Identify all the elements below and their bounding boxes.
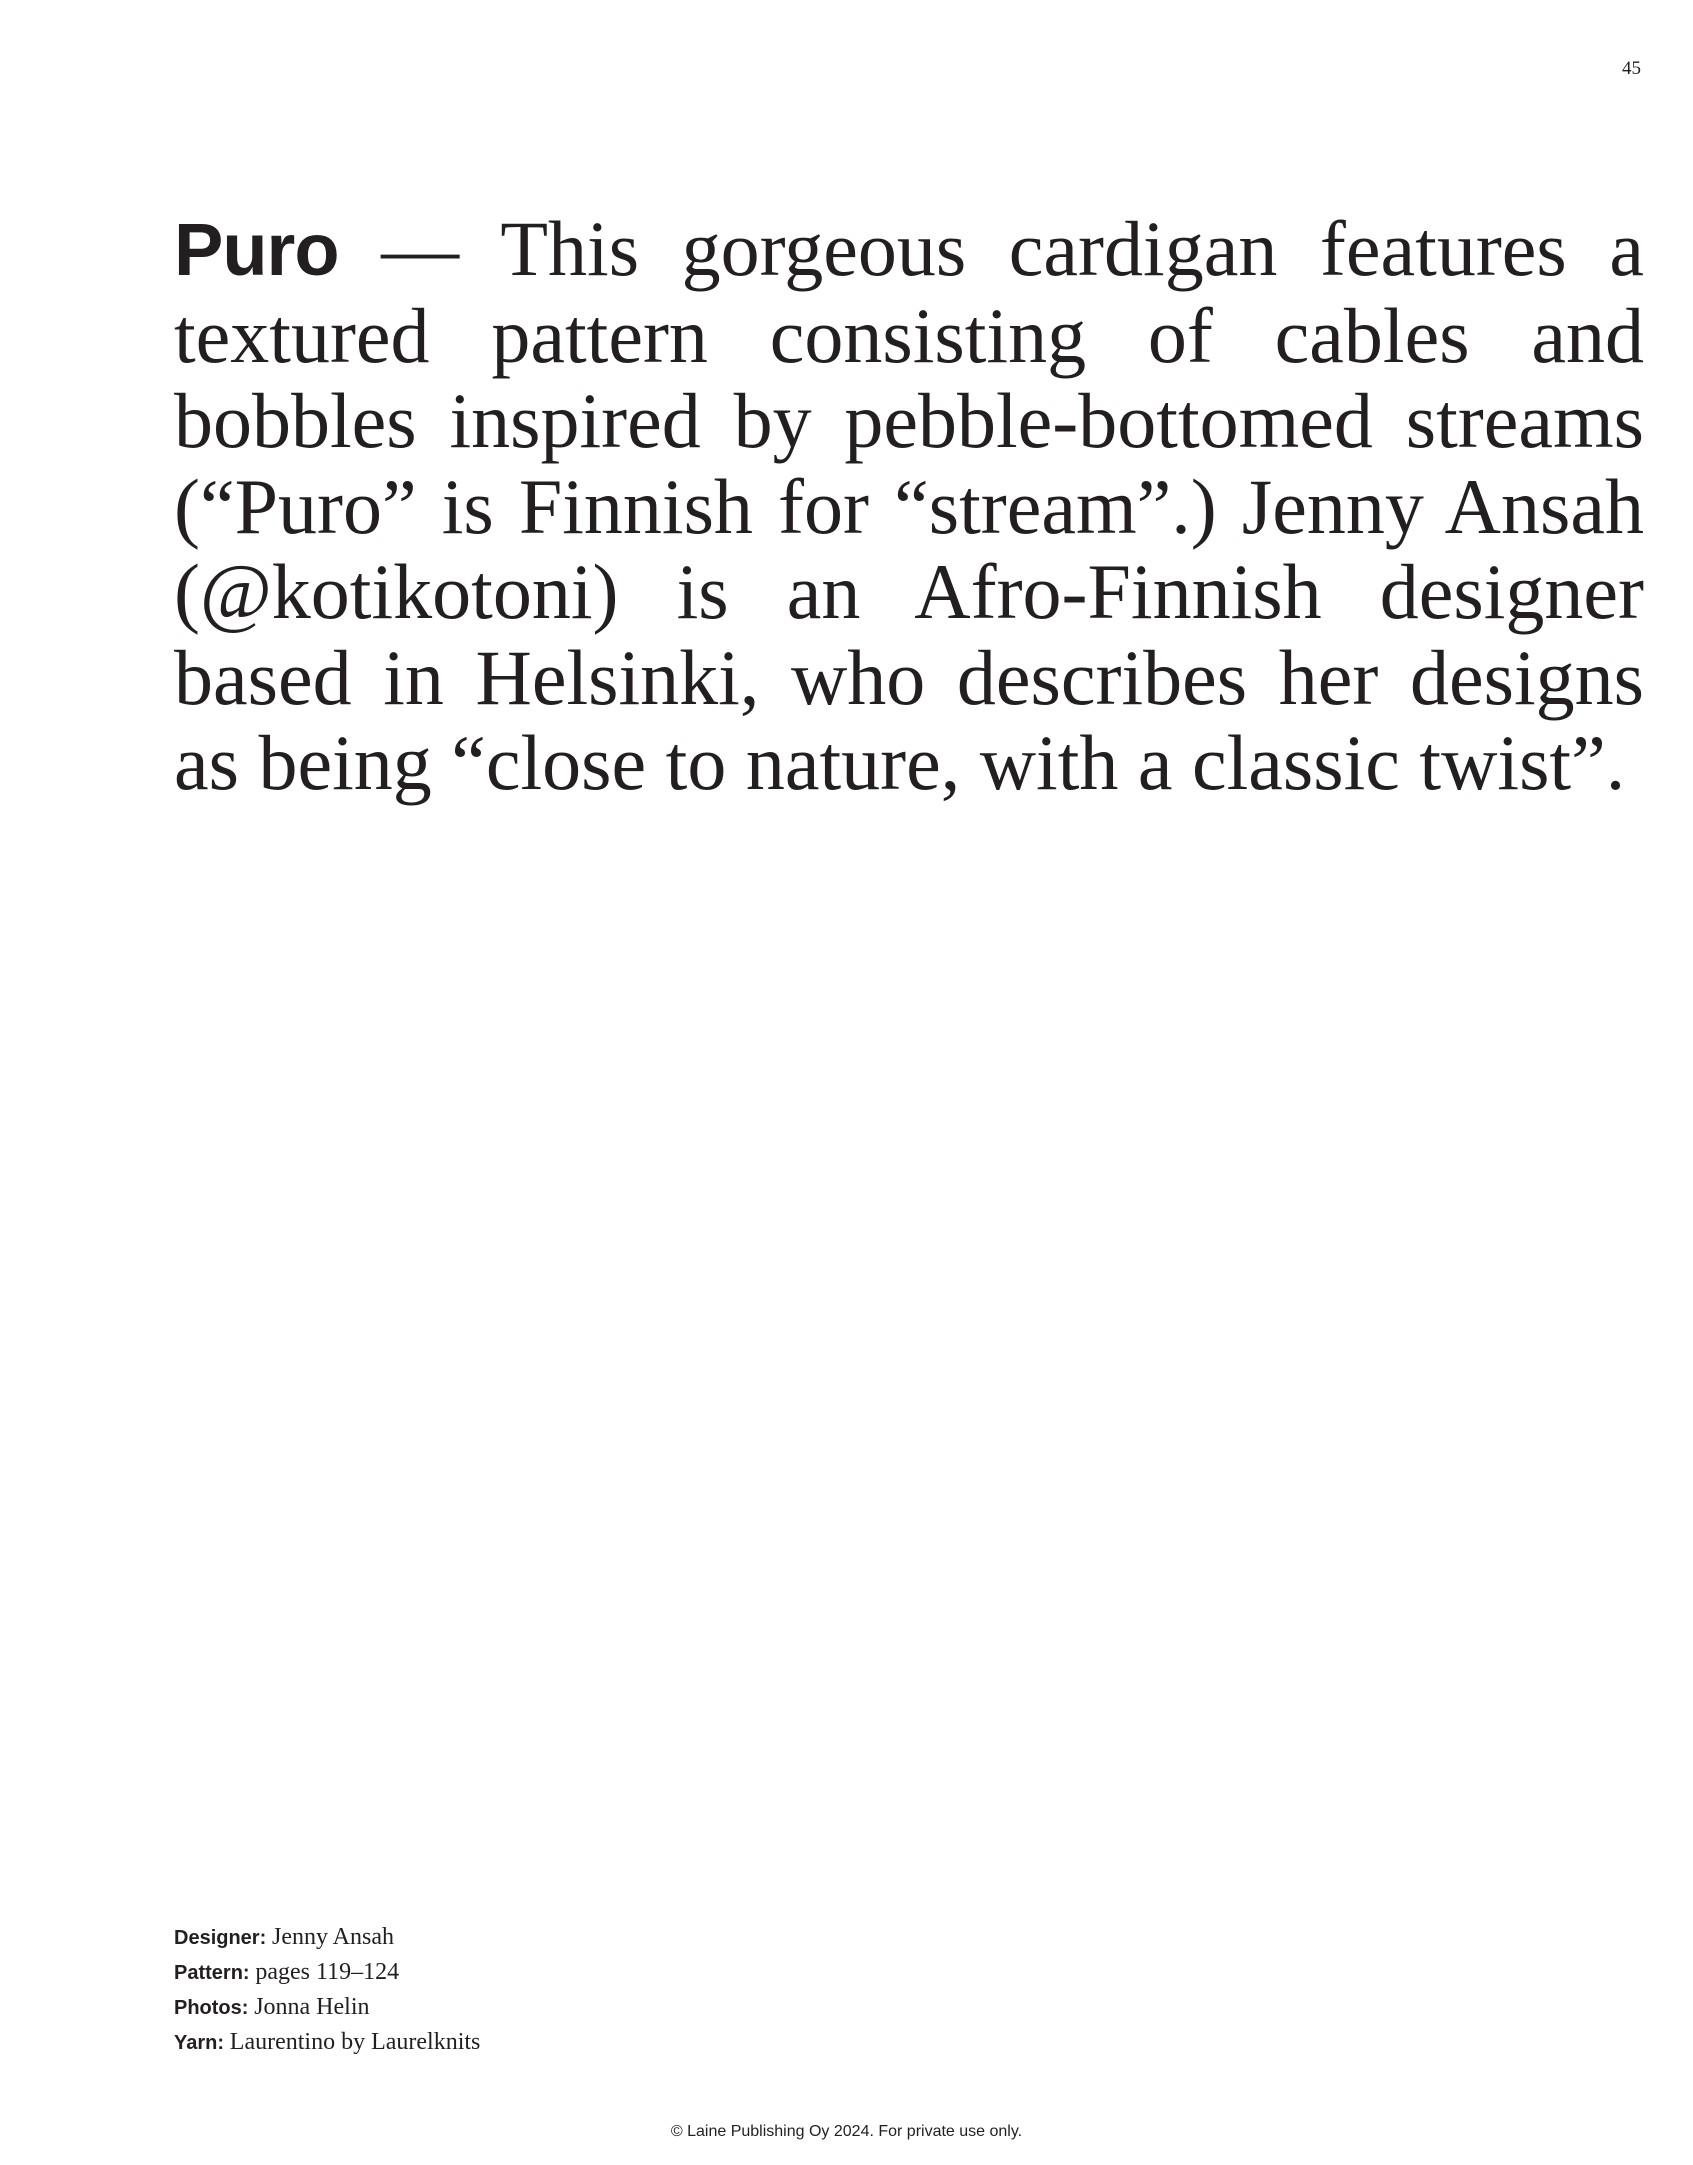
credit-value: Jonna Helin — [254, 1994, 370, 2020]
copyright-footer: © Laine Publishing Oy 2024. For private use only. — [670, 2123, 1023, 2140]
credit-pattern — [174, 1955, 480, 1990]
intro-paragraph — [174, 206, 1644, 806]
credit-label: Photos: — [174, 1997, 249, 2019]
pattern-title: Puro — [174, 208, 339, 291]
credit-designer — [174, 1920, 480, 1955]
credit-value: pages 119–124 — [255, 1959, 400, 1985]
credit-label: Pattern: — [174, 1962, 250, 1984]
credit-value: Jenny Ansah — [272, 1924, 394, 1950]
intro-body: — This gorgeous cardigan features a textured pattern consisting of cables and bobbles inspired by pebble-bottomed streams (“Puro” is Finnish for “stream”.) Jenny Ansah (@kotikotoni) is an Afro-Finnish designer based in Helsinki, who describes her designs as being “close to nature, with a classic twist”. — [174, 205, 1644, 806]
credit-yarn — [174, 2025, 480, 2060]
credits-list — [174, 1920, 480, 2060]
credit-photos — [174, 1990, 480, 2025]
credit-value: Laurentino by Laurelknits — [229, 2029, 481, 2055]
page-number: 45 — [1622, 58, 1641, 79]
credit-label: Yarn: — [174, 2032, 225, 2054]
credit-label: Designer: — [174, 1927, 267, 1949]
